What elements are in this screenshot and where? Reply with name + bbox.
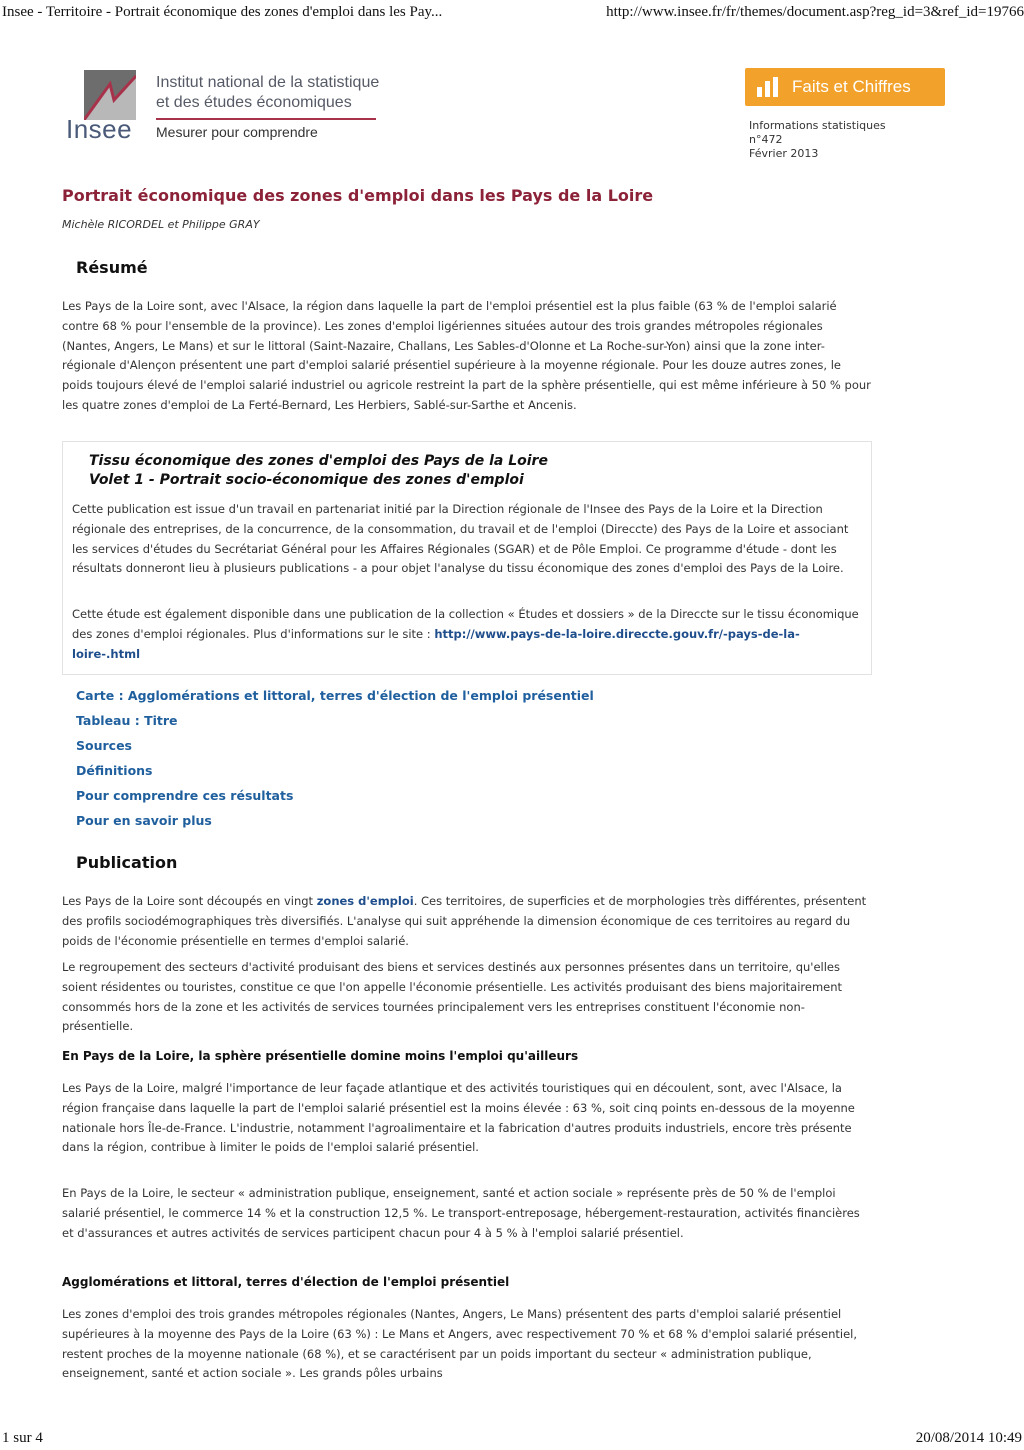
publication-paragraph-2: Le regroupement des secteurs d'activité produisant des biens et services destinés aux personnes présentes dans un territoire, qu'elles soient résidentes ou touristes, constitue ce que l'on appelle l'économie présentielle. Les activités produisant des biens majoritairement consommés hors de la zone et les activités de services tournées principalement vers les entreprises constituent l'économie non-présentielle.	[62, 960, 843, 1034]
insee-logo[interactable]	[64, 66, 414, 146]
print-datetime: 20/08/2014 10:49	[915, 1430, 1022, 1446]
subheading-agglomerations: Agglomérations et littoral, terres d'élection de l'emploi présentiel	[62, 1275, 510, 1289]
publication-paragraph-4: En Pays de la Loire, le secteur « administration publique, enseignement, santé et action sociale » représente près de 50 % de l'emploi salarié présentiel, le commerce 14 % et la construction 12,5 %. Le transport-entreposage, hébergement-restauration, activités financières et d'assurances et autres activités de services participent chacun pour 4 à 5 % à l'emploi salarié présentiel.	[62, 1186, 860, 1240]
box-paragraph-2	[72, 605, 862, 664]
print-header	[0, 4, 1024, 24]
toc-item	[76, 763, 594, 788]
page-title: Portrait économique des zones d'emploi dans les Pays de la Loire	[62, 186, 654, 205]
toc-item	[76, 788, 594, 813]
box-paragraph-1: Cette publication est issue d'un travail en partenariat initié par la Direction régionale de l'Insee des Pays de la Loire et la Direction régionale des entreprises, de la concurrence, de la consommation, du travail et de l'emploi (Direccte) des Pays de la Loire et associant les services d'études du Secrétariat Général pour les Affaires Régionales (SGAR) et de Pôle Emploi. Ce programme d'étude - dont les résultats donneront lieu à plusieurs publications - a pour objet l'analyse du tissu économique des zones d'emploi des Pays de la Loire.	[72, 502, 849, 576]
p1-text-before: Les Pays de la Loire sont découpés en vingt	[62, 894, 317, 908]
print-header-title: Insee - Territoire - Portrait économique des zones d'emploi dans les Pay...	[2, 4, 443, 20]
zones-emploi-link[interactable]: zones d'emploi	[316, 894, 414, 908]
resume-heading: Résumé	[76, 258, 148, 277]
logo-institute-line2: et des études économiques	[156, 94, 352, 111]
toc-item	[76, 688, 594, 713]
logo-wordmark: Insee	[66, 114, 133, 144]
study-info-box	[62, 441, 872, 675]
toc-item	[76, 813, 594, 838]
authors: Michèle RICORDEL et Philippe GRAY	[62, 218, 260, 231]
section-links	[76, 688, 594, 838]
logo-institute-line1: Institut national de la statistique	[156, 74, 380, 91]
box-paragraph-2-text: Cette étude est également disponible dans une publication de la collection « Études et dossiers » de la Direccte sur le tissu économique des zones d'emploi régionales. Plus d'informations sur le site :	[72, 607, 859, 641]
logo-tagline: Mesurer pour comprendre	[156, 124, 318, 140]
publication-paragraph-5: Les zones d'emploi des trois grandes métropoles régionales (Nantes, Angers, Le Mans) présentent des parts d'emploi salarié présentiel supérieures à la moyenne des Pays de la Loire (63 %) : Le Mans et Angers, avec respectivement 70 % et 68 % d'emploi salarié présentiel, restent proches de la moyenne nationale (68 %), et se caractérisent par un poids important du secteur « administration publique, enseignement, santé et action sociale ». Les grands pôles urbains	[62, 1307, 858, 1381]
toc-item	[76, 713, 594, 738]
faits-et-chiffres-label: Faits et Chiffres	[792, 77, 911, 96]
page-count: 1 sur 4	[2, 1430, 43, 1446]
meta-date: Février 2013	[749, 147, 819, 160]
link-tableau[interactable]: Tableau : Titre	[76, 713, 178, 728]
meta-number: n°472	[749, 133, 783, 146]
link-sources[interactable]: Sources	[76, 738, 132, 753]
insee-logo-mark-icon	[84, 70, 136, 120]
print-footer	[0, 1430, 1024, 1450]
publication-paragraph-3: Les Pays de la Loire, malgré l'importance de leur façade atlantique et des activités touristiques qui en découlent, sont, avec l'Alsace, la région française dans laquelle la part de l'emploi salarié présentiel est la moins élevée : 63 %, soit cinq points en-dessous de la moyenne nationale hors Île-de-France. L'industrie, notamment l'agroalimentaire et la fabrication d'autres produits industriels, encore très présente dans la région, contribue à limiter le poids de l'emploi salarié présentiel.	[62, 1081, 855, 1155]
link-comprendre[interactable]: Pour comprendre ces résultats	[76, 788, 294, 803]
chart-bars-icon	[755, 75, 781, 99]
link-definitions[interactable]: Définitions	[76, 763, 153, 778]
box-title-line1: Tissu économique des zones d'emploi des Pays de la Loire	[89, 453, 548, 469]
link-en-savoir-plus[interactable]: Pour en savoir plus	[76, 813, 212, 828]
publication-meta	[749, 119, 886, 161]
resume-text: Les Pays de la Loire sont, avec l'Alsace, la région dans laquelle la part de l'emploi présentiel est la plus faible (63 % de l'emploi salarié contre 68 % pour l'ensemble de la province). Les zones d'emploi ligériennes situées autour des trois grandes métropoles régionales (Nantes, Angers, Le Mans) et sur le littoral (Saint-Nazaire, Challans, Les Sables-d'Olonne et La Roche-sur-Yon) ainsi que la zone inter-régionale d'Alençon présentent une part d'emploi salarié présentiel supérieure à la moyenne régionale. Pour les douze autres zones, le poids toujours élevé de l'emploi salarié industriel ou agricole restreint la part de la sphère présentielle, qui est même inférieure à 50 % pour les quatre zones d'emploi de La Ferté-Bernard, Les Herbiers, Sablé-sur-Sarthe et Ancenis.	[62, 299, 871, 412]
publication-paragraph-1	[62, 892, 874, 951]
link-carte[interactable]: Carte : Agglomérations et littoral, terres d'élection de l'emploi présentiel	[76, 688, 594, 703]
logo-divider	[156, 118, 376, 120]
subheading-sphere-presentielle: En Pays de la Loire, la sphère présentielle domine moins l'emploi qu'ailleurs	[62, 1049, 579, 1063]
publication-heading: Publication	[76, 853, 178, 872]
direccte-link[interactable]: http://www.pays-de-la-loire.direccte.gouv.fr/-pays-de-la-loire-.html	[72, 626, 800, 661]
box-title	[89, 452, 548, 490]
print-header-url: http://www.insee.fr/fr/themes/document.asp?reg_id=3&ref_id=19766	[606, 4, 1024, 20]
meta-series: Informations statistiques	[749, 119, 886, 132]
toc-item	[76, 738, 594, 763]
faits-et-chiffres-banner[interactable]	[745, 68, 945, 106]
p1-text-after: . Ces territoires, de superficies et de morphologies très différentes, présentent des profils sociodémographiques très diversifiés. L'analyse qui suit appréhende la dimension économique de ces territoires au regard du poids de l'économie présentielle en termes d'emploi salarié.	[62, 894, 867, 948]
box-title-line2: Volet 1 - Portrait socio-économique des zones d'emploi	[89, 472, 524, 488]
